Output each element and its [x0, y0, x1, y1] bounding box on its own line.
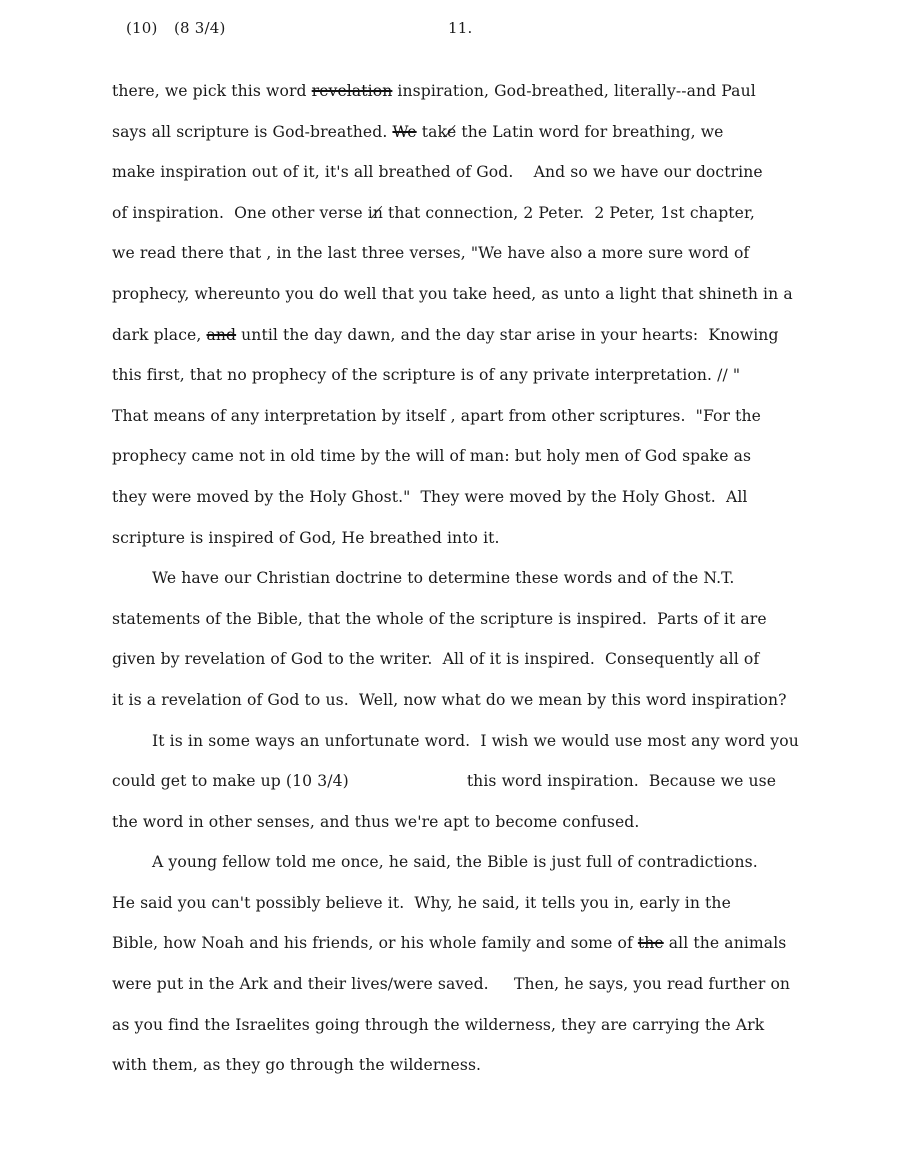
- text-line: [112, 730, 882, 771]
- line-text: says all scripture is God-breathed.: [112, 122, 393, 141]
- transcript-body: [112, 80, 882, 1095]
- line-text: until the day dawn, and the day star arise in your hearts: Knowing: [236, 325, 779, 344]
- text-line: [112, 486, 882, 527]
- struck-word: We: [392, 122, 417, 141]
- line-text: there, we pick this word: [112, 82, 312, 100]
- text-line: [112, 608, 882, 649]
- text-line: [112, 689, 882, 730]
- text-line: [112, 648, 882, 689]
- time-marker: (8 3/4): [174, 19, 226, 37]
- text-line: [112, 161, 882, 202]
- line-text: it is a revelation of God to us. Well, now what do we mean by this word inspiration?: [112, 690, 787, 709]
- text-line: [112, 811, 882, 852]
- line-text: given by revelation of God to the writer. All of it is inspired. Consequently all of: [112, 650, 760, 669]
- line-text: the word in other senses, and thus we're apt to become confused.: [112, 812, 640, 831]
- text-line: [112, 932, 882, 973]
- line-text: make inspiration out of it, it's all breathed of God. And so we have our doctrine: [112, 163, 763, 182]
- line-text: with them, as they go through the wilderness.: [112, 1056, 482, 1075]
- line-text: inspiration, God-breathed, literally--and Paul: [392, 82, 756, 100]
- text-line: [112, 567, 882, 608]
- text-line: [112, 851, 882, 892]
- text-line: [112, 1054, 882, 1095]
- text-line: [112, 973, 882, 1014]
- struck-word: revelation: [311, 82, 393, 100]
- text-line: [112, 242, 882, 283]
- line-text: We have our Christian doctrine to determine these words and of the N.T.: [152, 569, 735, 588]
- line-text: scripture is inspired of God, He breathed into it.: [112, 528, 500, 547]
- line-text: He said you can't possibly believe it. Why, he said, it tells you in, early in the: [112, 893, 731, 912]
- text-line: [112, 445, 882, 486]
- line-text: this word inspiration. Because we use: [466, 772, 777, 791]
- text-line: [112, 770, 882, 811]
- line-text: as you find the Israelites going through the wilderness, they are carrying the Ark: [112, 1015, 765, 1034]
- struck-word: the: [637, 934, 664, 953]
- line-text: were put in the Ark and their lives∕were saved. Then, he says, you read further on: [112, 975, 791, 994]
- line-text: we read there that , in the last three verses, "We have also a more sure word of: [112, 244, 750, 263]
- line-text: dark place,: [112, 325, 207, 344]
- page-number: 11.: [448, 19, 473, 37]
- text-line: [112, 527, 882, 568]
- text-line: [112, 1014, 882, 1055]
- text-line: [112, 405, 882, 446]
- line-text: Bible, how Noah and his friends, or his whole family and some of: [112, 934, 638, 953]
- line-text: could get to make up (10 3/4): [112, 772, 349, 791]
- line-text: It is in some ways an unfortunate word. I wish we would use most any word you: [152, 731, 799, 750]
- text-line: [112, 892, 882, 933]
- text-line: [112, 202, 882, 243]
- line-text: of inspiration. One other verse in̸ that connection, 2 Peter. 2 Peter, 1st chapter,: [112, 203, 755, 222]
- text-line: [112, 364, 882, 405]
- tape-marker: (10): [126, 19, 158, 37]
- line-text: this first, that no prophecy of the scripture is of any private interpretation. ∕∕ ": [112, 366, 741, 385]
- line-text: all the animals: [663, 934, 787, 953]
- line-text: prophecy, whereunto you do well that you take heed, as unto a light that shineth in a: [112, 284, 793, 303]
- text-line: [112, 324, 882, 365]
- text-line: [112, 121, 882, 162]
- text-line: [112, 283, 882, 324]
- line-text: That means of any interpretation by itself , apart from other scriptures. "For the: [112, 406, 761, 425]
- line-text: prophecy came not in old time by the will of man: but holy men of God spake as: [112, 447, 752, 466]
- line-text: A young fellow told me once, he said, the Bible is just full of contradictions.: [152, 853, 758, 872]
- line-text: they were moved by the Holy Ghost." They were moved by the Holy Ghost. All: [112, 487, 748, 506]
- page-header: [126, 19, 526, 43]
- line-text: statements of the Bible, that the whole of the scripture is inspired. Parts of it are: [112, 609, 767, 628]
- text-line: [112, 80, 882, 121]
- struck-word: and: [206, 325, 237, 344]
- line-text: take̸ the Latin word for breathing, we: [416, 122, 724, 141]
